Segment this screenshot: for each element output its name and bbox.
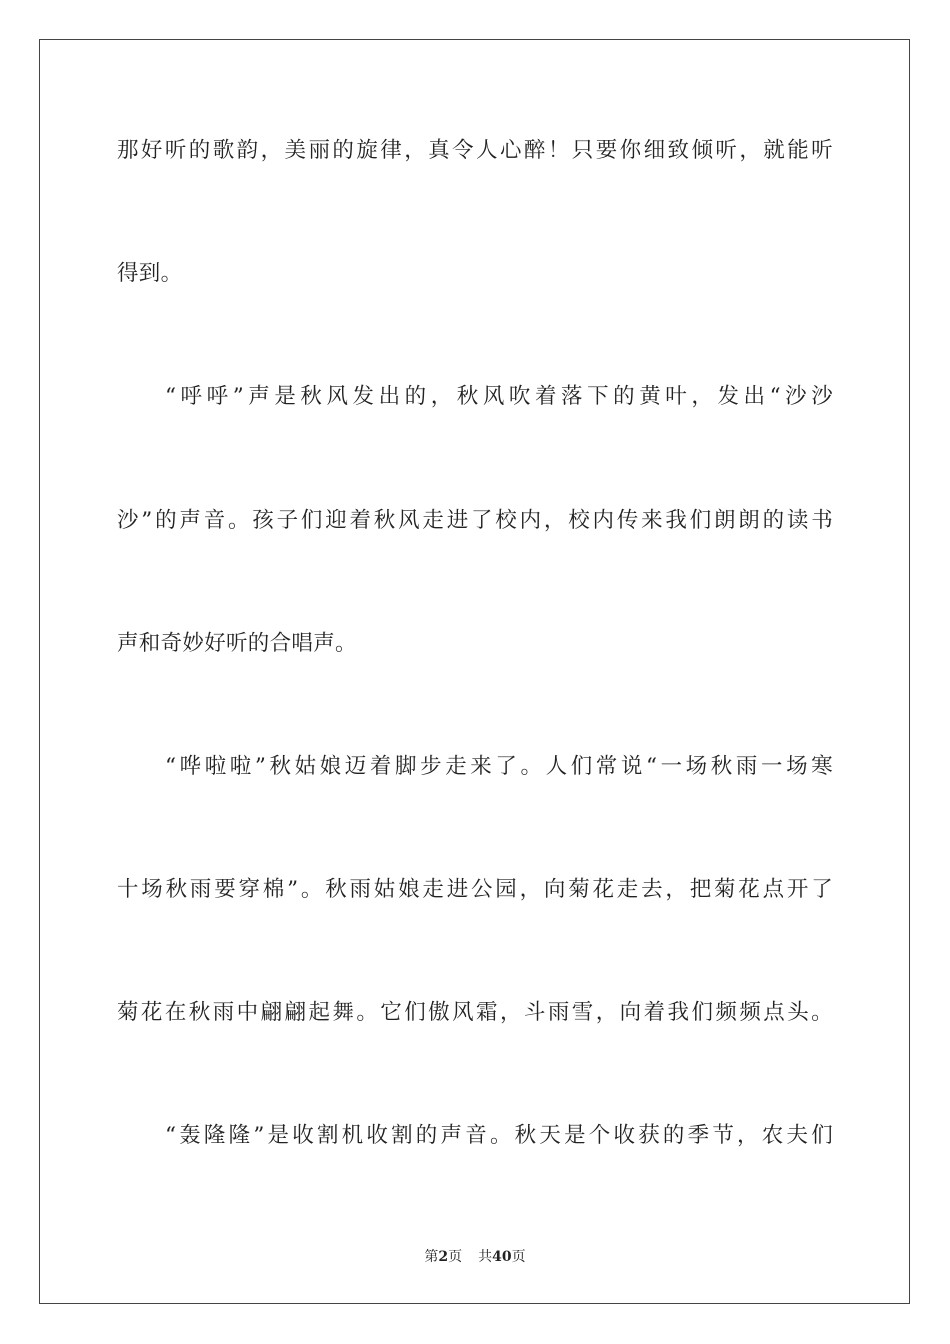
paragraph-line: 那好听的歌韵，美丽的旋律，真令人心醉！只要你细致倾听，就能听 <box>117 138 833 163</box>
paragraph-line: “呼呼”声是秋风发出的，秋风吹着落下的黄叶，发出“沙沙 <box>165 384 833 409</box>
total-label-suffix: 页 <box>511 1249 526 1265</box>
page-label-prefix: 第 <box>424 1249 439 1265</box>
page-footer <box>0 1247 950 1267</box>
total-page-count: 40 <box>492 1249 512 1265</box>
paragraph-line: 十场秋雨要穿棉”。秋雨姑娘走进公园，向菊花走去，把菊花点开了 <box>117 877 833 902</box>
page-border <box>39 39 910 1304</box>
paragraph-line: 沙”的声音。孩子们迎着秋风走进了校内，校内传来我们朗朗的读书 <box>117 508 833 533</box>
paragraph-line: 菊花在秋雨中翩翩起舞。它们傲风霜，斗雨雪，向着我们频频点头。 <box>117 1000 833 1025</box>
paragraph-line: “轰隆隆”是收割机收割的声音。秋天是个收获的季节，农夫们 <box>165 1123 833 1148</box>
page-label-suffix: 页 <box>448 1249 463 1265</box>
current-page-number: 2 <box>438 1249 449 1265</box>
paragraph-line: “哗啦啦”秋姑娘迈着脚步走来了。人们常说“一场秋雨一场寒 <box>165 754 833 779</box>
total-label-prefix: 共 <box>478 1249 493 1265</box>
paragraph-line: 得到。 <box>117 261 183 286</box>
paragraph-line: 声和奇妙好听的合唱声。 <box>117 631 357 656</box>
